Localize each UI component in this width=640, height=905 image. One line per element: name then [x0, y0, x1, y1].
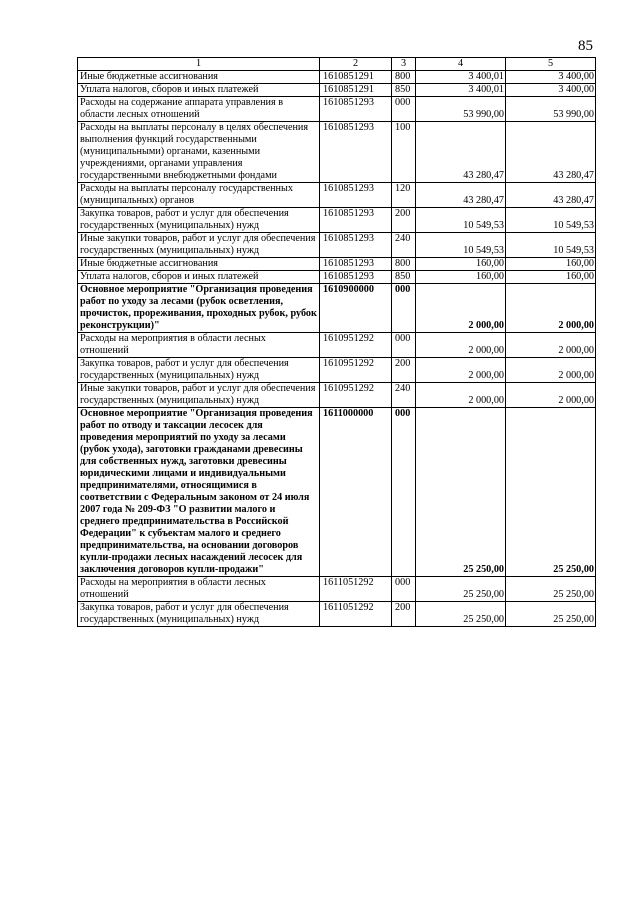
row-type-cell: 000: [392, 408, 416, 577]
table-row: [78, 97, 596, 122]
row-name-cell: Иные закупки товаров, работ и услуг для обеспечения государственных (муниципальных) нужд: [78, 383, 320, 408]
row-type-cell: 000: [392, 333, 416, 358]
header-col-2: 2: [320, 58, 392, 71]
row-value-col4: 3 400,01: [416, 71, 506, 84]
table-row: [78, 84, 596, 97]
row-name-cell: Основное мероприятие "Организация проведения работ по уходу за лесами (рубок осветления, прочисток, прореживания, проходных рубок, рубок реконструкции)": [78, 284, 320, 333]
row-value-col5: 3 400,00: [506, 71, 596, 84]
row-value-col4: 43 280,47: [416, 183, 506, 208]
row-code-cell: 1611051292: [320, 577, 392, 602]
row-code-cell: 1610951292: [320, 383, 392, 408]
row-name-cell: Закупка товаров, работ и услуг для обеспечения государственных (муниципальных) нужд: [78, 602, 320, 627]
row-type-cell: 000: [392, 577, 416, 602]
row-value-col5: 25 250,00: [506, 577, 596, 602]
table-row: [78, 602, 596, 627]
row-type-cell: 200: [392, 602, 416, 627]
row-code-cell: 1610900000: [320, 284, 392, 333]
row-code-cell: 1610851293: [320, 233, 392, 258]
row-name-cell: Закупка товаров, работ и услуг для обеспечения государственных (муниципальных) нужд: [78, 358, 320, 383]
row-value-col5: 2 000,00: [506, 383, 596, 408]
row-type-cell: 000: [392, 97, 416, 122]
table-row: [78, 408, 596, 577]
row-value-col4: 2 000,00: [416, 383, 506, 408]
header-col-5: 5: [506, 58, 596, 71]
table-row: [78, 122, 596, 183]
header-col-3: 3: [392, 58, 416, 71]
budget-table-body: [78, 58, 596, 627]
table-row: [78, 284, 596, 333]
row-type-cell: 120: [392, 183, 416, 208]
row-name-cell: Расходы на мероприятия в области лесных отношений: [78, 577, 320, 602]
row-value-col4: 10 549,53: [416, 233, 506, 258]
row-code-cell: 1610851293: [320, 97, 392, 122]
header-col-1: 1: [78, 58, 320, 71]
row-code-cell: 1611000000: [320, 408, 392, 577]
row-code-cell: 1610851293: [320, 271, 392, 284]
page-number: 85: [578, 38, 593, 54]
table-row: [78, 271, 596, 284]
header-col-4: 4: [416, 58, 506, 71]
table-row: [78, 258, 596, 271]
row-type-cell: 240: [392, 233, 416, 258]
table-row: [78, 208, 596, 233]
row-name-cell: Закупка товаров, работ и услуг для обеспечения государственных (муниципальных) нужд: [78, 208, 320, 233]
row-name-cell: Уплата налогов, сборов и иных платежей: [78, 271, 320, 284]
row-name-cell: Иные бюджетные ассигнования: [78, 71, 320, 84]
row-value-col5: 25 250,00: [506, 602, 596, 627]
row-value-col4: 2 000,00: [416, 358, 506, 383]
row-name-cell: Иные бюджетные ассигнования: [78, 258, 320, 271]
row-name-cell: Уплата налогов, сборов и иных платежей: [78, 84, 320, 97]
row-name-cell: Иные закупки товаров, работ и услуг для обеспечения государственных (муниципальных) нужд: [78, 233, 320, 258]
row-type-cell: 850: [392, 271, 416, 284]
row-value-col5: 10 549,53: [506, 208, 596, 233]
row-name-cell: Расходы на выплаты персоналу государственных (муниципальных) органов: [78, 183, 320, 208]
row-value-col4: 10 549,53: [416, 208, 506, 233]
row-value-col4: 25 250,00: [416, 408, 506, 577]
row-type-cell: 240: [392, 383, 416, 408]
row-value-col4: 3 400,01: [416, 84, 506, 97]
row-code-cell: 1610851293: [320, 183, 392, 208]
budget-table: [77, 57, 596, 627]
row-code-cell: 1610851293: [320, 208, 392, 233]
header-row: [78, 58, 596, 71]
row-name-cell: Расходы на выплаты персоналу в целях обеспечения выполнения функций государственными (муниципальными) органами, казенными учреждениями, органами управления государственными внебюджетными фондами: [78, 122, 320, 183]
row-value-col5: 2 000,00: [506, 284, 596, 333]
row-code-cell: 1610951292: [320, 358, 392, 383]
row-value-col5: 160,00: [506, 258, 596, 271]
row-code-cell: 1610851293: [320, 258, 392, 271]
row-type-cell: 100: [392, 122, 416, 183]
row-name-cell: Основное мероприятие "Организация проведения работ по отводу и таксации лесосек для проведения мероприятий по уходу за лесами (рубок ухода), заготовки гражданами древесины для собственных нужд, заготовки древесины юридическими лицами и индивидуальными предпринимателями, относящимися в соответствии с Федеральным законом от 24 июля 2007 года № 209-ФЗ "О развитии малого и среднего предпринимательства в Российской Федерации" к субъектам малого и среднего предпринимательства, на основании договоров купли-продажи лесных насаждений лесосек для заключения договоров купли-продажи": [78, 408, 320, 577]
row-value-col5: 3 400,00: [506, 84, 596, 97]
table-row: [78, 183, 596, 208]
row-value-col4: 25 250,00: [416, 577, 506, 602]
row-value-col4: 160,00: [416, 271, 506, 284]
row-type-cell: 200: [392, 208, 416, 233]
row-value-col5: 43 280,47: [506, 183, 596, 208]
row-name-cell: Расходы на содержание аппарата управления в области лесных отношений: [78, 97, 320, 122]
row-value-col4: 43 280,47: [416, 122, 506, 183]
row-type-cell: 800: [392, 258, 416, 271]
row-value-col5: 2 000,00: [506, 358, 596, 383]
row-value-col4: 2 000,00: [416, 333, 506, 358]
table-row: [78, 358, 596, 383]
row-type-cell: 800: [392, 71, 416, 84]
row-value-col4: 2 000,00: [416, 284, 506, 333]
table-row: [78, 333, 596, 358]
row-value-col5: 160,00: [506, 271, 596, 284]
row-type-cell: 850: [392, 84, 416, 97]
row-code-cell: 1610851291: [320, 84, 392, 97]
row-code-cell: 1610851291: [320, 71, 392, 84]
table-row: [78, 71, 596, 84]
table-row: [78, 577, 596, 602]
row-value-col5: 2 000,00: [506, 333, 596, 358]
row-value-col4: 160,00: [416, 258, 506, 271]
table-row: [78, 383, 596, 408]
row-type-cell: 200: [392, 358, 416, 383]
row-value-col4: 25 250,00: [416, 602, 506, 627]
row-code-cell: 1610851293: [320, 122, 392, 183]
row-value-col5: 10 549,53: [506, 233, 596, 258]
row-type-cell: 000: [392, 284, 416, 333]
row-code-cell: 1610951292: [320, 333, 392, 358]
table-row: [78, 233, 596, 258]
row-value-col5: 25 250,00: [506, 408, 596, 577]
row-code-cell: 1611051292: [320, 602, 392, 627]
row-value-col5: 43 280,47: [506, 122, 596, 183]
row-name-cell: Расходы на мероприятия в области лесных отношений: [78, 333, 320, 358]
row-value-col5: 53 990,00: [506, 97, 596, 122]
row-value-col4: 53 990,00: [416, 97, 506, 122]
